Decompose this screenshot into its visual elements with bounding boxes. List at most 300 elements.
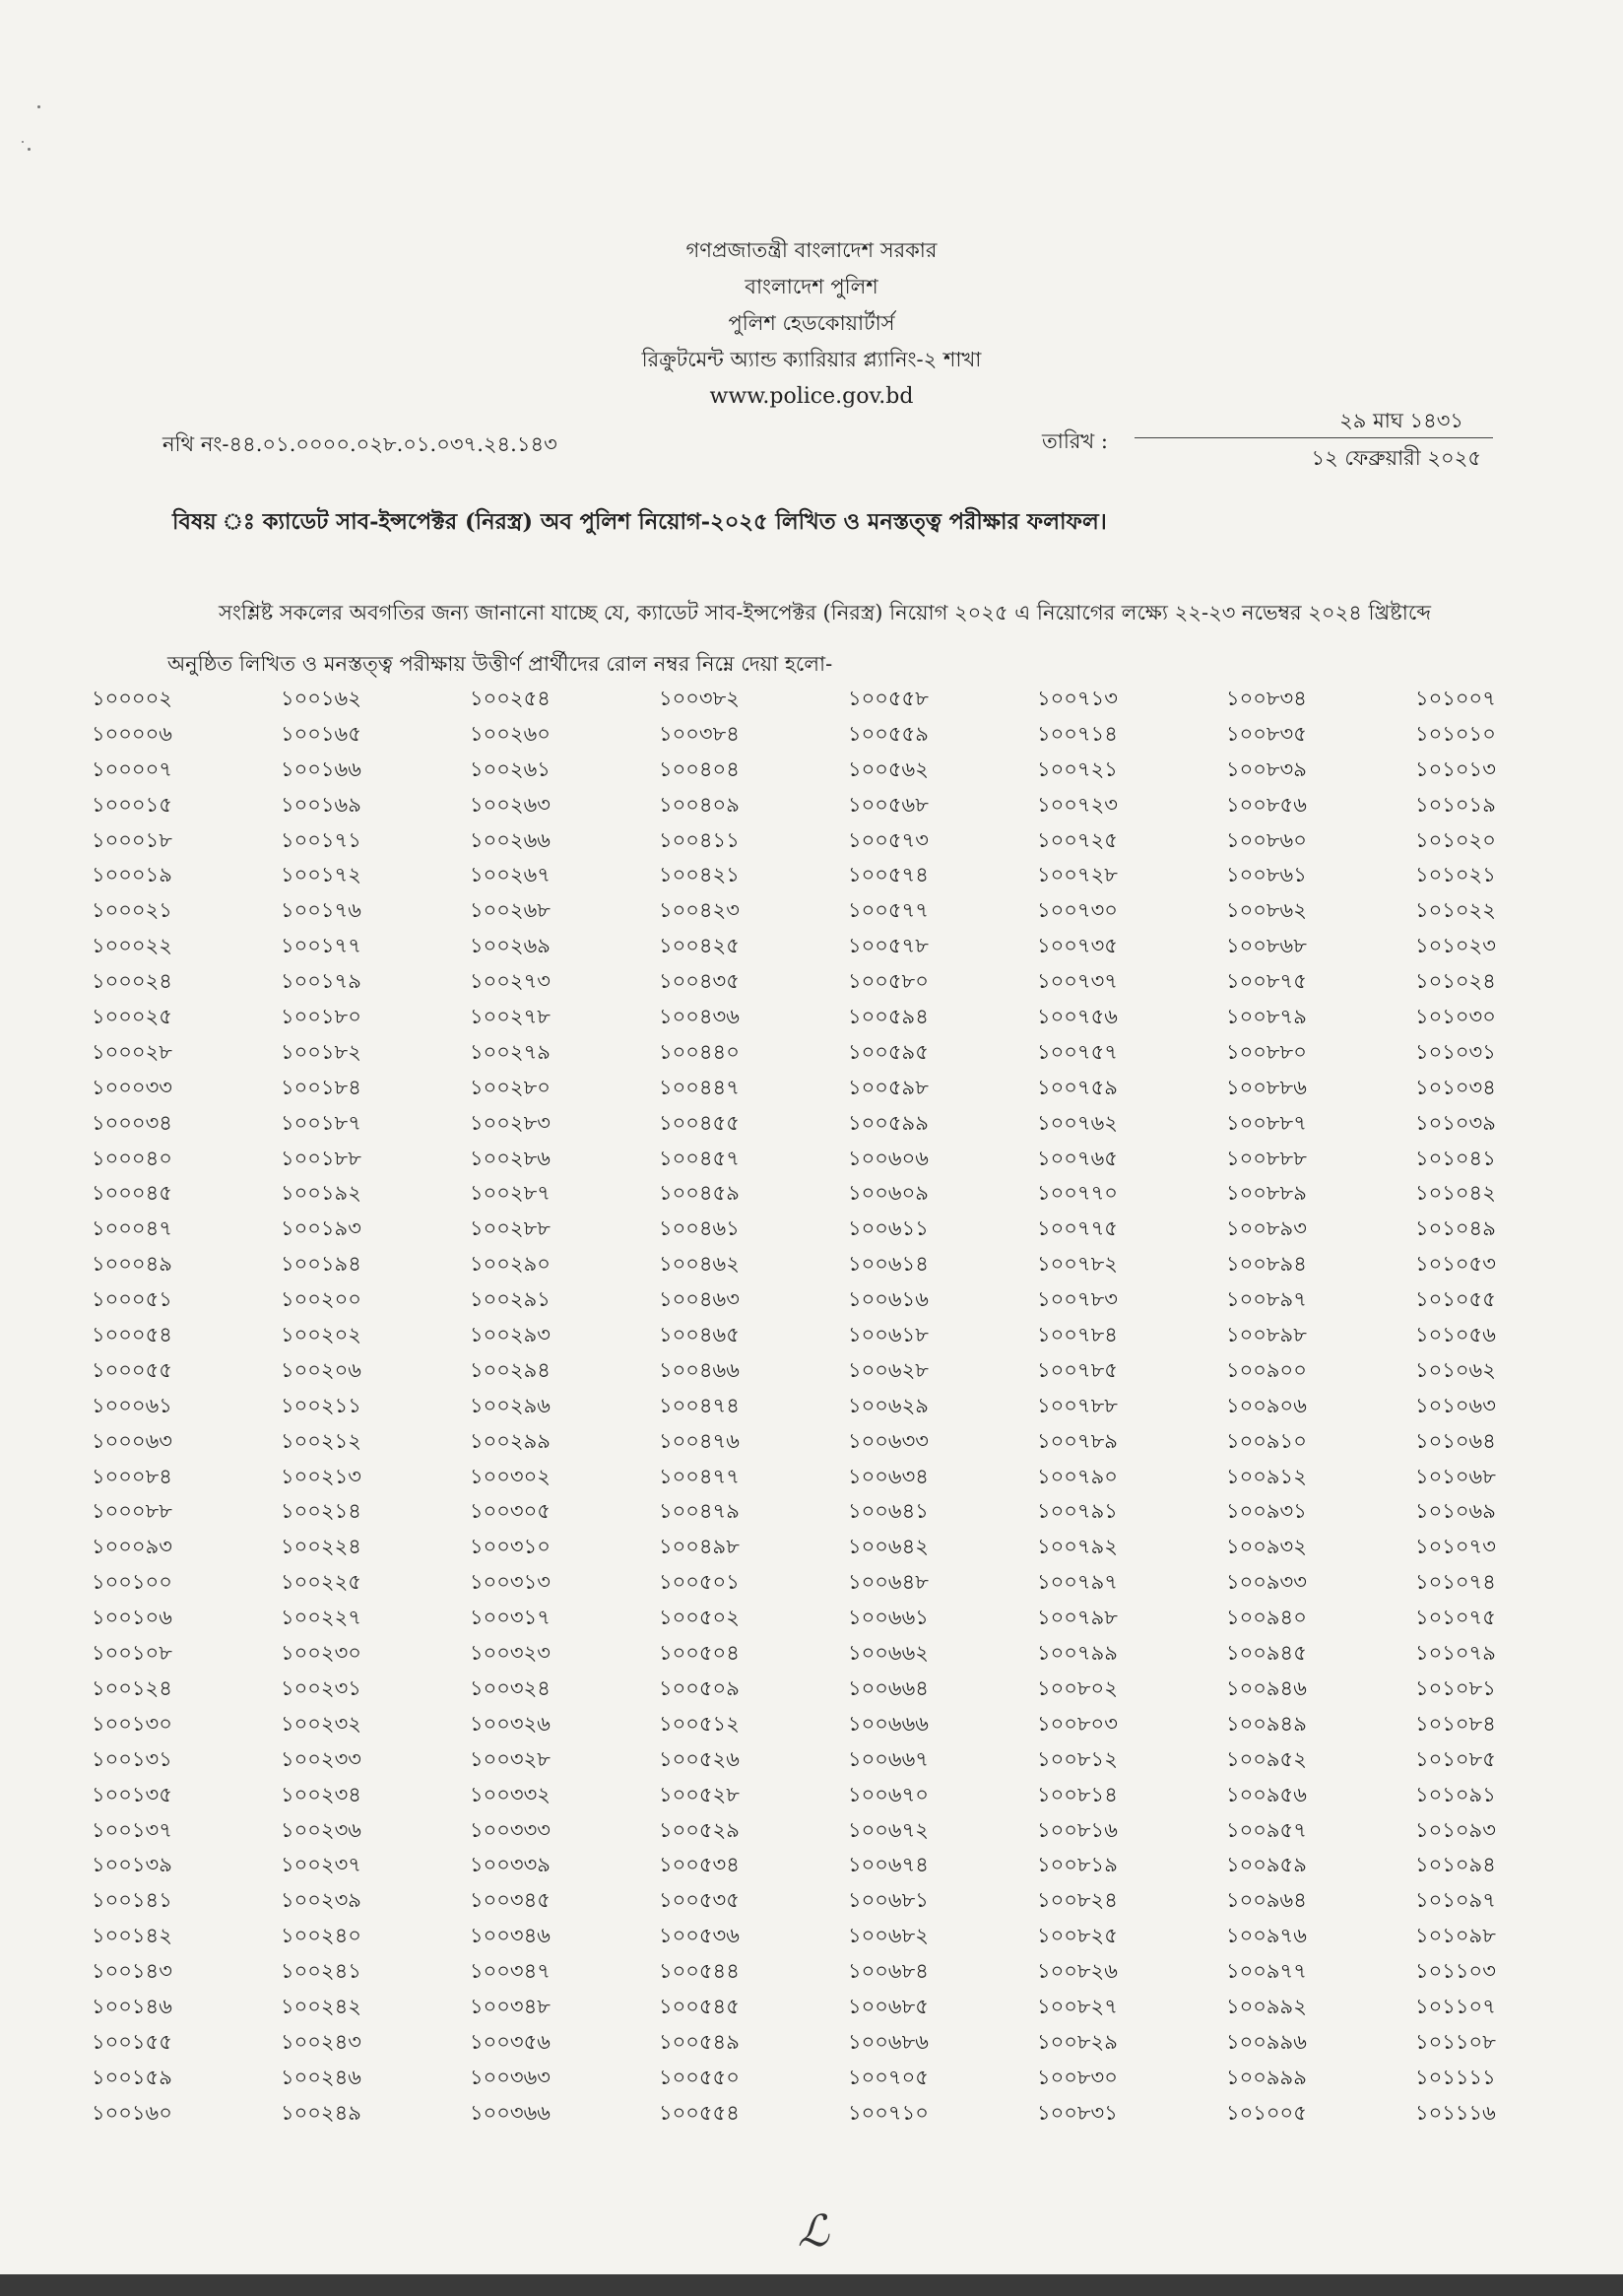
roll-number: ১০১০৭৪: [1415, 1570, 1496, 1595]
roll-number: ১০০৩৫৬: [470, 2029, 551, 2054]
roll-number: ১০০২২৪: [281, 1535, 361, 1559]
roll-number: ১০০১৭১: [281, 827, 361, 852]
roll-number: ১০০২৩১: [281, 1675, 361, 1700]
roll-number: ১০০২৮৭: [470, 1181, 551, 1206]
roll-number: ১০০৩১০: [470, 1535, 551, 1559]
roll-number: ১০০২৪৯: [281, 2100, 361, 2125]
roll-number: ১০০৮২৯: [1037, 2029, 1118, 2054]
roll-number: ১০০৩১৭: [470, 1606, 551, 1630]
roll-number: ১০০২৪২: [281, 1994, 361, 2018]
roll-number: ১০০৭৯৭: [1037, 1570, 1118, 1595]
roll-number: ১০০৫০৯: [659, 1675, 740, 1700]
roll-number: ১০০৯৫৯: [1226, 1853, 1307, 1877]
roll-number: ১০১০৪২: [1415, 1181, 1496, 1206]
roll-number: ১০১০৪১: [1415, 1146, 1496, 1170]
roll-number: ১০০২৬৬: [470, 827, 551, 852]
roll-number: ১০০৫০৪: [659, 1641, 740, 1666]
roll-number: ১০০৫৫০: [659, 2065, 740, 2089]
memo-reference: নথি নং-৪৪.০১.০০০০.০২৮.০১.০৩৭.২৪.১৪৩: [162, 432, 557, 456]
roll-number: ১০০২৪০: [281, 1924, 361, 1948]
roll-number: ১০০১৩৯: [92, 1853, 172, 1877]
roll-number: ১০০২০২: [281, 1323, 361, 1347]
roll-number: ১০১১০৩: [1415, 1959, 1496, 1984]
roll-number: ১০০১৭৬: [281, 898, 361, 923]
roll-number: ১০০৮২৫: [1037, 1924, 1118, 1948]
roll-number: ১০০২৪৬: [281, 2065, 361, 2089]
department-name: বাংলাদেশ পুলিশ: [745, 275, 878, 298]
roll-number: ১০০৪২৩: [659, 898, 740, 923]
roll-number: ১০০২৩০: [281, 1641, 361, 1666]
roll-number: ১০০২৯৩: [470, 1323, 551, 1347]
roll-number: ১০০৫৮০: [848, 969, 929, 994]
roll-number: ১০০৩৪৮: [470, 1994, 551, 2018]
roll-number: ১০০০৪৭: [92, 1216, 172, 1241]
roll-number: ১০১০৬৮: [1415, 1464, 1496, 1488]
roll-number: ১০০৮৯৩: [1226, 1216, 1307, 1241]
roll-number: ১০০১৯৪: [281, 1252, 361, 1277]
roll-number: ১০০১২৪: [92, 1675, 172, 1700]
roll-number: ১০০০১৮: [92, 827, 172, 852]
roll-number: ১০০১৬০: [92, 2100, 172, 2125]
roll-number: ১০০১৯৩: [281, 1216, 361, 1241]
roll-number: ১০০৯৭৭: [1226, 1959, 1307, 1984]
roll-number: ১০০৯৪৯: [1226, 1711, 1307, 1736]
roll-number: ১০০২১২: [281, 1428, 361, 1453]
website-link[interactable]: www.police.gov.bd: [709, 384, 914, 409]
roll-number: ১০০৭৩০: [1037, 898, 1118, 923]
initial-signature: ℒ: [798, 2206, 829, 2257]
roll-number: ১০০৫৪৯: [659, 2029, 740, 2054]
roll-number: ১০০৮৭৯: [1226, 1005, 1307, 1029]
roll-number: ১০০৫৯৪: [848, 1005, 929, 1029]
roll-number: ১০০৮৯৪: [1226, 1252, 1307, 1277]
roll-number: ১০০১৪৬: [92, 1994, 172, 2018]
roll-number: ১০০৮৮৭: [1226, 1110, 1307, 1135]
roll-number: ১০১০০৫: [1226, 2100, 1307, 2125]
roll-number: ১০১০৩১: [1415, 1039, 1496, 1064]
roll-number: ১০০১৩৫: [92, 1782, 172, 1806]
roll-number: ১০০৫৩৪: [659, 1853, 740, 1877]
roll-number: ১০০৩৩২: [470, 1782, 551, 1806]
roll-number: ১০০৩৪৫: [470, 1888, 551, 1913]
roll-number: ১০১০৯৩: [1415, 1817, 1496, 1842]
roll-number: ১০০১০৮: [92, 1641, 172, 1666]
paper-speck: [28, 148, 31, 151]
roll-number: ১০০৩৬৩: [470, 2065, 551, 2089]
roll-number: ১০০৯৪৬: [1226, 1675, 1307, 1700]
roll-number: ১০০৬৮৬: [848, 2029, 929, 2054]
roll-number: ১০০২৬৩: [470, 792, 551, 817]
roll-number: ১০০৮১২: [1037, 1746, 1118, 1771]
roll-number: ১০০৫৪৪: [659, 1959, 740, 1984]
roll-number: ১০০১৩০: [92, 1711, 172, 1736]
roll-number: ১০০৪৩৫: [659, 969, 740, 994]
roll-number: ১০০৭২৩: [1037, 792, 1118, 817]
roll-number: ১০০৯০৬: [1226, 1393, 1307, 1417]
date-bangla: ২৯ মাঘ ১৪৩১: [1135, 404, 1493, 438]
roll-number: ১০০৬৭০: [848, 1782, 929, 1806]
roll-number: ১০০৩৬৬: [470, 2100, 551, 2125]
roll-number: ১০০৪২১: [659, 863, 740, 887]
roll-number: ১০০৯৬৪: [1226, 1888, 1307, 1913]
roll-number: ১০০৭৬২: [1037, 1110, 1118, 1135]
roll-number: ১০০১৭৯: [281, 969, 361, 994]
roll-number: ১০০৪৬৬: [659, 1357, 740, 1382]
roll-number-table: [92, 682, 1604, 2132]
roll-number: ১০০৮১৪: [1037, 1782, 1118, 1806]
roll-number: ১০০৭১৪: [1037, 721, 1118, 746]
roll-number: ১০০৮৩৯: [1226, 756, 1307, 781]
roll-number: ১০০৯০০: [1226, 1357, 1307, 1382]
roll-number: ১০০৫৫৯: [848, 721, 929, 746]
roll-number: ১০০০০৭: [92, 756, 172, 781]
roll-number: ১০০২৩৭: [281, 1853, 361, 1877]
roll-number: ১০০২৭৮: [470, 1005, 551, 1029]
roll-number: ১০০৫১২: [659, 1711, 740, 1736]
roll-number: ১০০০২৪: [92, 969, 172, 994]
roll-number: ১০০৮৩৫: [1226, 721, 1307, 746]
roll-number: ১০০০৬৩: [92, 1428, 172, 1453]
roll-number: ১০০১৩১: [92, 1746, 172, 1771]
roll-number: ১০০১৫৫: [92, 2029, 172, 2054]
roll-number: ১০০০৮৪: [92, 1464, 172, 1488]
roll-number: ১০০৬৪৮: [848, 1570, 929, 1595]
roll-number: ১০০৯৯২: [1226, 1994, 1307, 2018]
roll-number: ১০০৮৩৪: [1226, 687, 1307, 710]
roll-number: ১০০২৪৩: [281, 2029, 361, 2054]
roll-number: ১০০৫৩৫: [659, 1888, 740, 1913]
roll-number: ১০০৭৮৮: [1037, 1393, 1118, 1417]
roll-number: ১০০৪৫৯: [659, 1181, 740, 1206]
roll-number: ১০০৪৬৫: [659, 1323, 740, 1347]
roll-number: ১০০৬৮২: [848, 1924, 929, 1948]
roll-number: ১০০৫০১: [659, 1570, 740, 1595]
roll-number: ১০০৮১৬: [1037, 1817, 1118, 1842]
roll-number: ১০০৩৩৩: [470, 1817, 551, 1842]
roll-number: ১০০৯৩৩: [1226, 1570, 1307, 1595]
roll-number: ১০০৪৬৩: [659, 1287, 740, 1312]
roll-number: ১০০৮২৪: [1037, 1888, 1118, 1913]
roll-number: ১০০৬৭৪: [848, 1853, 929, 1877]
roll-number: ১০০৮৭৫: [1226, 969, 1307, 994]
roll-number: ১০০৬২৯: [848, 1393, 929, 1417]
roll-number: ১০০৭৮৯: [1037, 1428, 1118, 1453]
roll-number: ১০০৫২৯: [659, 1817, 740, 1842]
roll-number: ১০০২৩২: [281, 1711, 361, 1736]
roll-number: ১০০৫৯৮: [848, 1075, 929, 1099]
roll-number: ১০০২৮৮: [470, 1216, 551, 1241]
roll-number: ১০০৫৭৩: [848, 827, 929, 852]
roll-number: ১০০২৬৯: [470, 934, 551, 958]
roll-number: ১০০৬৬৪: [848, 1675, 929, 1700]
roll-number: ১০০৫৪৫: [659, 1994, 740, 2018]
roll-number: ১০০২৬৮: [470, 898, 551, 923]
roll-number: ১০১০৭৯: [1415, 1641, 1496, 1666]
roll-number: ১০১০৬৯: [1415, 1499, 1496, 1524]
roll-number: ১০০৪৭৭: [659, 1464, 740, 1488]
roll-number: ১০০৮৬২: [1226, 898, 1307, 923]
roll-number: ১০০১৯২: [281, 1181, 361, 1206]
roll-number: ১০০৮১৯: [1037, 1853, 1118, 1877]
roll-number: ১০০৭৯১: [1037, 1499, 1118, 1524]
roll-number: ১০০১৬৬: [281, 756, 361, 781]
roll-number: ১০০২৬১: [470, 756, 551, 781]
roll-number: ১০০১৬২: [281, 687, 361, 710]
roll-number: ১০০১৮৮: [281, 1146, 361, 1170]
roll-number: ১০০২৯৯: [470, 1428, 551, 1453]
roll-number: ১০০৮৯৮: [1226, 1323, 1307, 1347]
roll-number: ১০০৬০৯: [848, 1181, 929, 1206]
roll-number: ১০০৭৮২: [1037, 1252, 1118, 1277]
memo-date: [1135, 404, 1493, 478]
roll-number: ১০০৬১৪: [848, 1252, 929, 1277]
roll-number: ১০০৯৪০: [1226, 1606, 1307, 1630]
roll-number: ১০০০৪০: [92, 1146, 172, 1170]
roll-number: ১০০৭৬৫: [1037, 1146, 1118, 1170]
roll-number: ১০১১১৬: [1415, 2100, 1496, 2125]
roll-number: ১০০৭২৫: [1037, 827, 1118, 852]
roll-number: ১০০৫৭৮: [848, 934, 929, 958]
roll-number: ১০০৭৮৩: [1037, 1287, 1118, 1312]
roll-number: ১০০৫৬৮: [848, 792, 929, 817]
roll-number: ১০০৪৬১: [659, 1216, 740, 1241]
roll-number: ১০১০২০: [1415, 827, 1496, 852]
roll-number: ১০০২১৩: [281, 1464, 361, 1488]
roll-number: ১০০৯৩১: [1226, 1499, 1307, 1524]
roll-number: ১০০২৯৬: [470, 1393, 551, 1417]
roll-number: ১০০৬৩৩: [848, 1428, 929, 1453]
roll-number: ১০০৮৬০: [1226, 827, 1307, 852]
roll-number: ১০০৪১১: [659, 827, 740, 852]
roll-number: ১০১০৭৩: [1415, 1535, 1496, 1559]
roll-number: ১০০৭৭০: [1037, 1181, 1118, 1206]
roll-number: ১০০৯৭৬: [1226, 1924, 1307, 1948]
roll-number: ১০১০৬২: [1415, 1357, 1496, 1382]
roll-number: ১০০৭৯৯: [1037, 1641, 1118, 1666]
roll-number: ১০০৪৫৭: [659, 1146, 740, 1170]
roll-number: ১০০২০৬: [281, 1357, 361, 1382]
roll-number: ১০০৬৬১: [848, 1606, 929, 1630]
roll-number: ১০১০২২: [1415, 898, 1496, 923]
roll-number: ১০০৮২৬: [1037, 1959, 1118, 1984]
roll-number: ১০০৬৪১: [848, 1499, 929, 1524]
roll-number: ১০১০৮৪: [1415, 1711, 1496, 1736]
roll-number: ১০০১৪১: [92, 1888, 172, 1913]
roll-number: ১০০৮৩১: [1037, 2100, 1118, 2125]
roll-number: ১০০২৫৪: [470, 687, 551, 710]
roll-number: ১০০১৩৭: [92, 1817, 172, 1842]
roll-number: ১০০২৪১: [281, 1959, 361, 1984]
roll-number: ১০০০০৬: [92, 721, 172, 746]
roll-number: ১০০৭৯৮: [1037, 1606, 1118, 1630]
roll-number: ১০০০২১: [92, 898, 172, 923]
roll-number: ১০০৫৫৮: [848, 687, 929, 710]
roll-number: ১০০৬১৮: [848, 1323, 929, 1347]
roll-number: ১০০৬৮৪: [848, 1959, 929, 1984]
roll-number: ১০০৪৭৪: [659, 1393, 740, 1417]
roll-number: ১০০৫২৮: [659, 1782, 740, 1806]
roll-number: ১০০০৪৫: [92, 1181, 172, 1206]
roll-number: ১০০৬৩৪: [848, 1464, 929, 1488]
roll-number: ১০০৪৭৬: [659, 1428, 740, 1453]
roll-number: ১০০৮৬১: [1226, 863, 1307, 887]
roll-number: ১০১০১৯: [1415, 792, 1496, 817]
roll-number: ১০১০২৩: [1415, 934, 1496, 958]
office-name: পুলিশ হেডকোয়ার্টার্স: [728, 311, 895, 335]
roll-number: ১০০১৬৯: [281, 792, 361, 817]
roll-number: ১০০১৪২: [92, 1924, 172, 1948]
roll-number: ১০০৬৬৭: [848, 1746, 929, 1771]
roll-number: ১০০১৬৫: [281, 721, 361, 746]
roll-number: ১০১০১০: [1415, 721, 1496, 746]
roll-number: ১০০৩২৩: [470, 1641, 551, 1666]
roll-number: ১০০৮৫৬: [1226, 792, 1307, 817]
body-paragraph: সংশ্লিষ্ট সকলের অবগতির জন্য জানানো যাচ্ছে যে, ক্যাডেট সাব-ইন্সপেক্টর (নিরস্ত্র) নিয়োগ ২০২৫ এ নিয়োগের লক্ষ্যে ২২-২৩ নভেম্বর ২০২৪ খ্রিষ্টাব্দে অনুষ্ঠিত লিখিত ও মনস্তত্ত্ব পরীক্ষায় উত্তীর্ণ প্রার্থীদের রোল নম্বর নিম্নে দেয়া হলো-: [167, 601, 1432, 676]
roll-number: ১০০৭৮৫: [1037, 1357, 1118, 1382]
roll-number: ১০০০০২: [92, 687, 172, 710]
roll-number: ১০০৪২৫: [659, 934, 740, 958]
roll-number: ১০১০৯১: [1415, 1782, 1496, 1806]
roll-number: ১০০৩২৪: [470, 1675, 551, 1700]
roll-number: ১০০৮০৩: [1037, 1711, 1118, 1736]
roll-number: ১০০৩২৮: [470, 1746, 551, 1771]
roll-number: ১০১০৪৯: [1415, 1216, 1496, 1241]
roll-number: ১০০২১১: [281, 1393, 361, 1417]
roll-number: ১০১০৩৪: [1415, 1075, 1496, 1099]
roll-number: ১০০৫২৬: [659, 1746, 740, 1771]
roll-number: ১০০১০৬: [92, 1606, 172, 1630]
roll-number: ১০০০২৫: [92, 1005, 172, 1029]
roll-number: ১০০১৮০: [281, 1005, 361, 1029]
roll-number: ১০০৩০২: [470, 1464, 551, 1488]
roll-number: ১০১০০৭: [1415, 687, 1496, 710]
roll-number: ১০০৯৯৯: [1226, 2065, 1307, 2089]
roll-number: ১০০৪৪০: [659, 1039, 740, 1064]
roll-number: ১০০৭১০: [848, 2100, 929, 2125]
roll-number: ১০০৫৭৭: [848, 898, 929, 923]
roll-number: ১০১০৬৩: [1415, 1393, 1496, 1417]
roll-number: ১০০৮৮৯: [1226, 1181, 1307, 1206]
roll-number: ১০০২৯৪: [470, 1357, 551, 1382]
roll-number: ১০০৭৫৭: [1037, 1039, 1118, 1064]
date-english: ১২ ফেব্রুয়ারী ২০২৫: [1311, 446, 1481, 470]
roll-number: ১০০৮০২: [1037, 1675, 1118, 1700]
roll-number: ১০০৩১৩: [470, 1570, 551, 1595]
roll-number: ১০০৫০২: [659, 1606, 740, 1630]
roll-number: ১০০২৮৬: [470, 1146, 551, 1170]
roll-number: ১০০০১৯: [92, 863, 172, 887]
roll-number: ১০০২৬৭: [470, 863, 551, 887]
government-name: গণপ্রজাতন্ত্রী বাংলাদেশ সরকার: [685, 238, 938, 262]
roll-number: ১০০১৪৩: [92, 1959, 172, 1984]
roll-number: ১০০৬৭২: [848, 1817, 929, 1842]
roll-number: ১০০৭৯২: [1037, 1535, 1118, 1559]
roll-number: ১০০৮৬৮: [1226, 934, 1307, 958]
date-label: তারিখ :: [1042, 429, 1108, 453]
roll-number: ১০০০৬১: [92, 1393, 172, 1417]
paper-speck: [37, 105, 40, 108]
roll-number: ১০০৭৭৫: [1037, 1216, 1118, 1241]
paper-speck: [22, 141, 24, 143]
roll-number: ১০০৯১২: [1226, 1464, 1307, 1488]
roll-number: ১০০৯৩২: [1226, 1535, 1307, 1559]
roll-number: ১০০১৭৭: [281, 934, 361, 958]
roll-number: ১০১০৬৪: [1415, 1428, 1496, 1453]
roll-number: ১০০৪০৪: [659, 756, 740, 781]
roll-number: ১০০৯৫৭: [1226, 1817, 1307, 1842]
roll-number: ১০০২৭৩: [470, 969, 551, 994]
roll-number: ১০০১৮৪: [281, 1075, 361, 1099]
roll-number: ১০১০২১: [1415, 863, 1496, 887]
roll-number: ১০০৩৩৯: [470, 1853, 551, 1877]
roll-number: ১০০৭৩৫: [1037, 934, 1118, 958]
roll-number: ১০০৩৪৭: [470, 1959, 551, 1984]
roll-number: ১০০৫৩৬: [659, 1924, 740, 1948]
roll-number: ১০০১৮২: [281, 1039, 361, 1064]
roll-number: ১০০৭৫৬: [1037, 1005, 1118, 1029]
roll-number: ১০১০৩৯: [1415, 1110, 1496, 1135]
roll-number: ১০০০৪৯: [92, 1252, 172, 1277]
roll-number: ১০০৪৪৭: [659, 1075, 740, 1099]
roll-number: ১০০৯৫২: [1226, 1746, 1307, 1771]
roll-number: ১০০৬২৮: [848, 1357, 929, 1382]
roll-number: ১০১০৫৩: [1415, 1252, 1496, 1277]
roll-number: ১০১০১৩: [1415, 756, 1496, 781]
roll-number: ১০০২০০: [281, 1287, 361, 1312]
roll-number: ১০০৫৯৫: [848, 1039, 929, 1064]
roll-number: ১০০৭২১: [1037, 756, 1118, 781]
roll-number: ১০০৪৯৮: [659, 1535, 740, 1559]
roll-number: ১০০৩৮২: [659, 687, 740, 710]
roll-number: ১০০২৩৯: [281, 1888, 361, 1913]
roll-number: ১০০৭২৮: [1037, 863, 1118, 887]
roll-number: ১০০৭১৩: [1037, 687, 1118, 710]
roll-number: ১০০৭৫৯: [1037, 1075, 1118, 1099]
roll-number: ১০০০৫১: [92, 1287, 172, 1312]
roll-number: ১০১১১১: [1415, 2065, 1496, 2089]
roll-number: ১০০২৭৯: [470, 1039, 551, 1064]
roll-number: ১০০৪৩৬: [659, 1005, 740, 1029]
roll-number: ১০১০৫৫: [1415, 1287, 1496, 1312]
roll-number: ১০০০৩৪: [92, 1110, 172, 1135]
roll-number: ১০০০২৮: [92, 1039, 172, 1064]
roll-number: ১০০৯৯৬: [1226, 2029, 1307, 2054]
roll-number: ১০০৯১০: [1226, 1428, 1307, 1453]
roll-number: ১০০১০০: [92, 1570, 172, 1595]
roll-number: ১০০৩০৫: [470, 1499, 551, 1524]
roll-number: ১০০২১৪: [281, 1499, 361, 1524]
roll-number: ১০০৫৬২: [848, 756, 929, 781]
roll-number: ১০০৫৫৪: [659, 2100, 740, 2125]
roll-number: ১০০২২৫: [281, 1570, 361, 1595]
roll-number: ১০০০১৫: [92, 792, 172, 817]
roll-number: ১০০৯৫৬: [1226, 1782, 1307, 1806]
roll-number: ১০০৬৮১: [848, 1888, 929, 1913]
roll-number: ১০০৩৮৪: [659, 721, 740, 746]
roll-number: ১০০৪৫৫: [659, 1110, 740, 1135]
roll-number: ১০১০৯৮: [1415, 1924, 1496, 1948]
roll-number: ১০০৫৭৪: [848, 863, 929, 887]
roll-number: ১০০৬৬৬: [848, 1711, 929, 1736]
roll-number: ১০০৭৯০: [1037, 1464, 1118, 1488]
roll-number: ১০০০৯৩: [92, 1535, 172, 1559]
roll-number: ১০০১৫৯: [92, 2065, 172, 2089]
roll-number: ১০১০৯৪: [1415, 1853, 1496, 1877]
roll-number: ১০০১৮৭: [281, 1110, 361, 1135]
roll-number: ১০১১০৭: [1415, 1994, 1496, 2018]
roll-number: ১০০৪৭৯: [659, 1499, 740, 1524]
roll-number: ১০০৭০৫: [848, 2065, 929, 2089]
